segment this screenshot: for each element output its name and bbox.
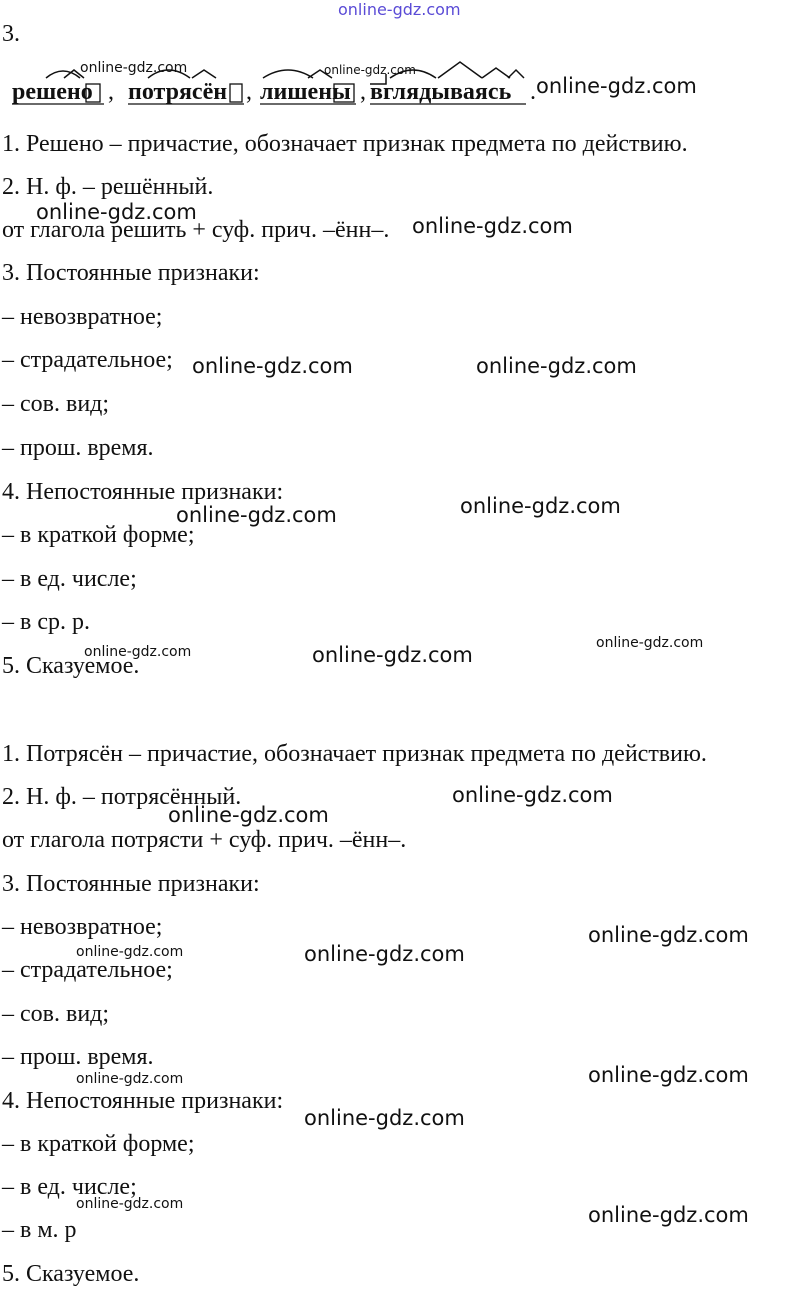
word-resheno: решено xyxy=(12,79,93,105)
s1-line-13: 5. Сказуемое. xyxy=(2,653,140,679)
watermark: online-gdz.com xyxy=(304,1106,465,1130)
header-watermark: online-gdz.com xyxy=(338,0,461,19)
watermark: online-gdz.com xyxy=(80,60,188,76)
watermark: online-gdz.com xyxy=(412,214,573,238)
word-lisheny: лишены xyxy=(260,79,351,105)
watermark: online-gdz.com xyxy=(84,644,192,660)
watermark: online-gdz.com xyxy=(588,1203,749,1227)
period: . xyxy=(530,79,536,105)
comma: , xyxy=(108,79,114,105)
s2-line-10: – в краткой форме; xyxy=(2,1131,195,1157)
s1-line-4: 3. Постоянные признаки: xyxy=(2,260,260,286)
s2-line-13: 5. Сказуемое. xyxy=(2,1261,140,1287)
s1-line-5: – невозвратное; xyxy=(2,304,163,330)
watermark: online-gdz.com xyxy=(588,923,749,947)
word-vglyadyvayas: вглядываясь xyxy=(370,79,512,105)
s2-line-11: – в ед. числе; xyxy=(2,1174,137,1200)
watermark: online-gdz.com xyxy=(588,1063,749,1087)
watermark: online-gdz.com xyxy=(324,63,416,77)
s1-line-10: – в краткой форме; xyxy=(2,522,195,548)
watermark: online-gdz.com xyxy=(304,942,465,966)
comma: , xyxy=(246,79,252,105)
word-potryasen: потрясён xyxy=(128,79,228,105)
watermark: online-gdz.com xyxy=(596,635,704,651)
s1-line-11: – в ед. числе; xyxy=(2,566,137,592)
s2-line-2: 2. Н. ф. – потрясённый. xyxy=(2,784,242,810)
s1-line-2: 2. Н. ф. – решённый. xyxy=(2,174,214,200)
watermark: online-gdz.com xyxy=(192,354,353,378)
s1-line-6: – страдательное; xyxy=(2,347,173,373)
watermark: online-gdz.com xyxy=(176,503,337,527)
watermark: online-gdz.com xyxy=(536,74,697,98)
s1-line-9: 4. Непостоянные признаки: xyxy=(2,479,284,505)
s2-line-9: 4. Непостоянные признаки: xyxy=(2,1088,284,1114)
watermark: online-gdz.com xyxy=(76,944,184,960)
s2-line-7: – сов. вид; xyxy=(2,1001,110,1027)
watermark: online-gdz.com xyxy=(312,643,473,667)
task-number: 3. xyxy=(2,21,20,47)
s1-line-8: – прош. время. xyxy=(2,435,154,461)
s1-line-7: – сов. вид; xyxy=(2,391,110,417)
s1-line-1: 1. Решено – причастие, обозначает признак предмета по действию. xyxy=(2,131,688,157)
s1-line-3: от глагола решить + суф. прич. –ённ–. xyxy=(2,217,390,243)
watermark: online-gdz.com xyxy=(452,783,613,807)
s2-line-1: 1. Потрясён – причастие, обозначает признак предмета по действию. xyxy=(2,741,707,767)
s2-line-6: – страдательное; xyxy=(2,957,173,983)
comma: , xyxy=(360,79,366,105)
watermark: online-gdz.com xyxy=(76,1196,184,1212)
s2-line-4: 3. Постоянные признаки: xyxy=(2,871,260,897)
watermark: online-gdz.com xyxy=(476,354,637,378)
watermark: online-gdz.com xyxy=(76,1071,184,1087)
watermark: online-gdz.com xyxy=(460,494,621,518)
s2-line-12: – в м. р xyxy=(2,1217,77,1243)
s2-line-8: – прош. время. xyxy=(2,1044,154,1070)
s2-line-5: – невозвратное; xyxy=(2,914,163,940)
watermark: online-gdz.com xyxy=(36,200,197,224)
watermark: online-gdz.com xyxy=(168,803,329,827)
s2-line-3: от глагола потрясти + суф. прич. –ённ–. xyxy=(2,827,407,853)
s1-line-12: – в ср. р. xyxy=(2,609,90,635)
